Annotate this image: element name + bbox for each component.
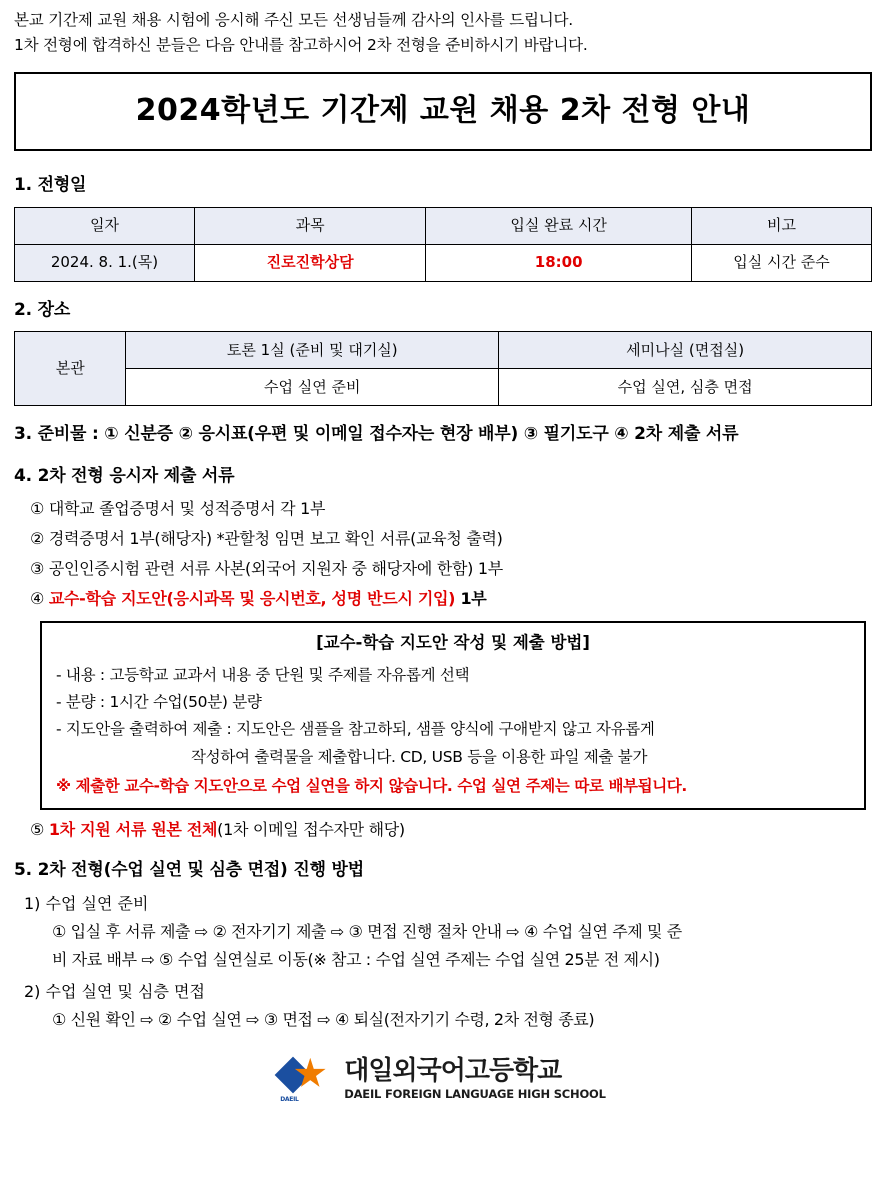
school-logo-icon xyxy=(280,1058,334,1104)
table-cell-time: 18:00 xyxy=(426,244,692,281)
table-row xyxy=(15,244,872,281)
table-cell-remark: 입실 시간 준수 xyxy=(692,244,872,281)
table-header-row xyxy=(15,207,872,244)
section-1-heading: 1. 전형일 xyxy=(14,175,87,196)
item-5-highlight: 1차 지원 서류 원본 전체 xyxy=(48,820,218,840)
procedure-1-line-2: 비 자료 배부 ⇨ ⑤ 수업 실연실로 이동(※ 참고 : 수업 실연 주제는 수업 실연 25분 전 제시) xyxy=(52,949,660,969)
document-item-5 xyxy=(30,818,872,842)
document-item-3: ③ 공인인증시험 관련 서류 사본(외국어 지원자 중 해당자에 한함) 1부 xyxy=(30,559,503,579)
procedure-block-1 xyxy=(24,892,872,1032)
document-item-2: ② 경력증명서 1부(해당자) *관할청 임면 보고 확인 서류(교육청 출력) xyxy=(30,529,503,549)
section-4-items xyxy=(30,497,872,611)
school-name-block xyxy=(344,1058,605,1103)
procedure-1-title: 1) 수업 실연 준비 xyxy=(24,893,149,913)
table-cell-room-use-1: 수업 실연 준비 xyxy=(126,369,499,406)
title-box xyxy=(14,72,872,151)
section-5-heading: 5. 2차 전형(수업 실연 및 심층 면접) 진행 방법 xyxy=(14,860,364,881)
item-4-prefix: ④ xyxy=(30,589,49,609)
note-line-1: - 내용 : 고등학교 교과서 내용 중 단원 및 주제를 자유롭게 선택 xyxy=(56,665,470,684)
table-header-cell: 입실 완료 시간 xyxy=(426,207,692,244)
table-header-cell: 세미나실 (면접실) xyxy=(499,332,872,369)
table-cell-building: 본관 xyxy=(15,332,126,406)
section-3-heading: 3. 준비물 : ① 신분증 ② 응시표(우편 및 이메일 접수자는 현장 배부) ③ 필기도구 ④ 2차 제출 서류 xyxy=(14,424,739,445)
note-box-title: [교수-학습 지도안 작성 및 제출 방법] xyxy=(316,633,590,653)
item-5-tail: (1차 이메일 접수자만 해당) xyxy=(217,820,405,840)
document-item-4 xyxy=(30,587,872,611)
intro-line-1: 본교 기간제 교원 채용 시험에 응시해 주신 모든 선생님들께 감사의 인사를 드립니다. xyxy=(14,11,574,29)
section-2-heading: 2. 장소 xyxy=(14,299,71,320)
item-4-highlight: 교수-학습 지도안(응시과목 및 응시번호, 성명 반드시 기입) xyxy=(48,589,456,609)
note-line-4: 작성하여 출력물을 제출합니다. CD, USB 등을 이용한 파일 제출 불가 xyxy=(191,747,648,766)
school-name-english: DAEIL FOREIGN LANGUAGE HIGH SCHOOL xyxy=(344,1086,606,1101)
school-name-korean: 대일외국어고등학교 xyxy=(344,1056,562,1087)
table-header-row xyxy=(15,332,872,369)
logo-tag-text: DAEIL xyxy=(280,1095,299,1103)
note-line-3: - 지도안을 출력하여 제출 : 지도안은 샘플을 참고하되, 샘플 양식에 구애받지 않고 자유롭게 xyxy=(56,720,655,739)
item-5-prefix: ⑤ xyxy=(30,820,49,840)
table-header-cell: 비고 xyxy=(692,207,872,244)
intro-paragraph xyxy=(14,8,872,58)
document-item-1: ① 대학교 졸업증명서 및 성적증명서 각 1부 xyxy=(30,499,326,519)
table-row xyxy=(15,369,872,406)
lesson-plan-note-box xyxy=(40,621,866,810)
procedure-1-line-1: ① 입실 후 서류 제출 ⇨ ② 전자기기 제출 ⇨ ③ 면접 진행 절차 안내 ⇨ ④ 수업 실연 주제 및 준 xyxy=(52,921,682,941)
table-cell-date: 2024. 8. 1.(목) xyxy=(15,244,195,281)
table-header-cell: 토론 1실 (준비 및 대기실) xyxy=(126,332,499,369)
location-table xyxy=(14,331,872,406)
procedure-2-title: 2) 수업 실연 및 심층 면접 xyxy=(24,981,205,1001)
procedure-2-line-1: ① 신원 확인 ⇨ ② 수업 실연 ⇨ ③ 면접 ⇨ ④ 퇴실(전자기기 수령, 2차 전형 종료) xyxy=(52,1009,595,1029)
table-cell-subject: 진로진학상담 xyxy=(194,244,425,281)
section-4-heading: 4. 2차 전형 응시자 제출 서류 xyxy=(14,465,235,486)
note-line-2: - 분량 : 1시간 수업(50분) 분량 xyxy=(56,693,262,712)
page-title: 2024학년도 기간제 교원 채용 2차 전형 안내 xyxy=(135,93,751,129)
table-header-cell: 과목 xyxy=(194,207,425,244)
note-warning: ※ 제출한 교수-학습 지도안으로 수업 실연을 하지 않습니다. 수업 실연 주제는 따로 배부됩니다. xyxy=(56,776,687,795)
item-4-tail: 1부 xyxy=(455,589,487,609)
section-4-item-5-wrap xyxy=(30,818,872,842)
school-footer xyxy=(14,1058,872,1104)
intro-line-2: 1차 전형에 합격하신 분들은 다음 안내를 참고하시어 2차 전형을 준비하시기 바랍니다. xyxy=(14,36,588,55)
table-header-cell: 일자 xyxy=(15,207,195,244)
exam-date-table xyxy=(14,207,872,282)
table-cell-room-use-2: 수업 실연, 심층 면접 xyxy=(499,369,872,406)
